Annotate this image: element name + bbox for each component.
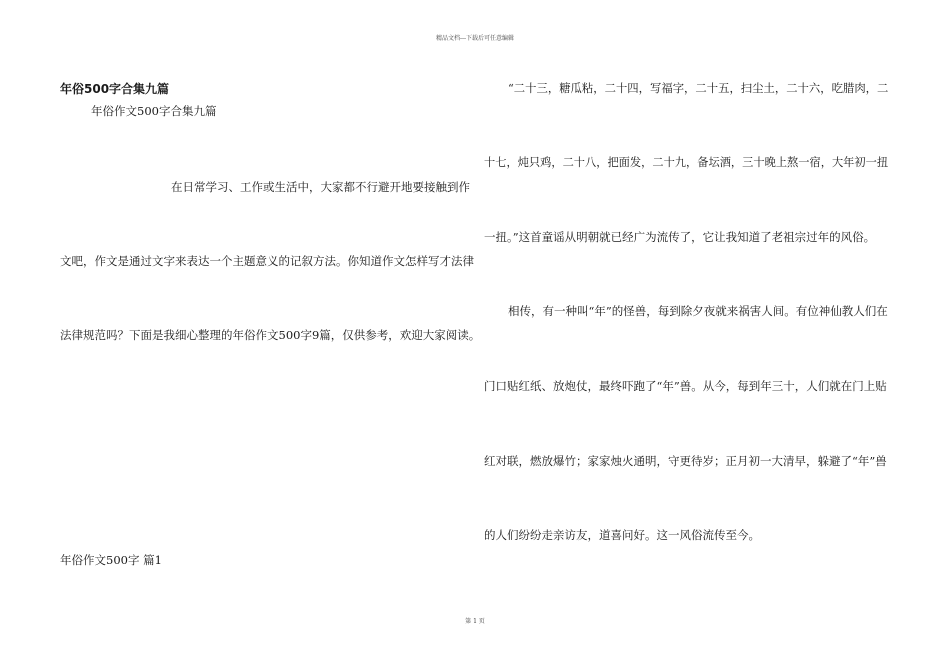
paragraph-line: 法律规范吗？下面是我细心整理的年俗作文500字9篇，仅供参考，欢迎大家阅读。 [60,328,481,342]
document-title: 年俗500字合集九篇 [60,82,170,96]
paragraph-line: “二十三，糖瓜粘，二十四，写福字，二十五，扫尘土，二十六，吃腊肉，二 [508,81,889,95]
document-subtitle: 年俗作文500字合集九篇 [91,104,217,118]
paragraph-line: 十七，炖只鸡，二十八，把面发，二十九，备坛酒，三十晚上熬一宿，大年初一扭 [484,155,889,169]
paragraph-line: 红对联，燃放爆竹；家家烛火通明，守更待岁；正月初一大清早，躲避了“年”兽 [484,454,887,468]
paragraph-line: 的人们纷纷走亲访友，道喜问好。这一风俗流传至今。 [484,528,760,542]
paragraph-line: 一扭。”这首童谣从明朝就已经广为流传了，它让我知道了老祖宗过年的风俗。 [484,230,876,244]
paragraph-line: 门口贴红纸、放炮仗，最终吓跑了“年”兽。从今，每到年三十，人们就在门上贴 [484,379,887,393]
page-header: 精品文档---下载后可任意编辑 [435,35,515,42]
page-number: 第 1 页 [465,618,485,625]
paragraph-line: 相传，有一种叫“年”的怪兽，每到除夕夜就来祸害人间。有位神仙教人们在 [508,304,888,318]
paragraph-line: 文吧，作文是通过文字来表达一个主题意义的记叙方法。你知道作文怎样写才法律 [60,254,474,268]
paragraph-line: 在日常学习、工作或生活中，大家都不行避开地要接触到作 [171,180,470,194]
section-heading: 年俗作文500字 篇1 [60,553,162,567]
